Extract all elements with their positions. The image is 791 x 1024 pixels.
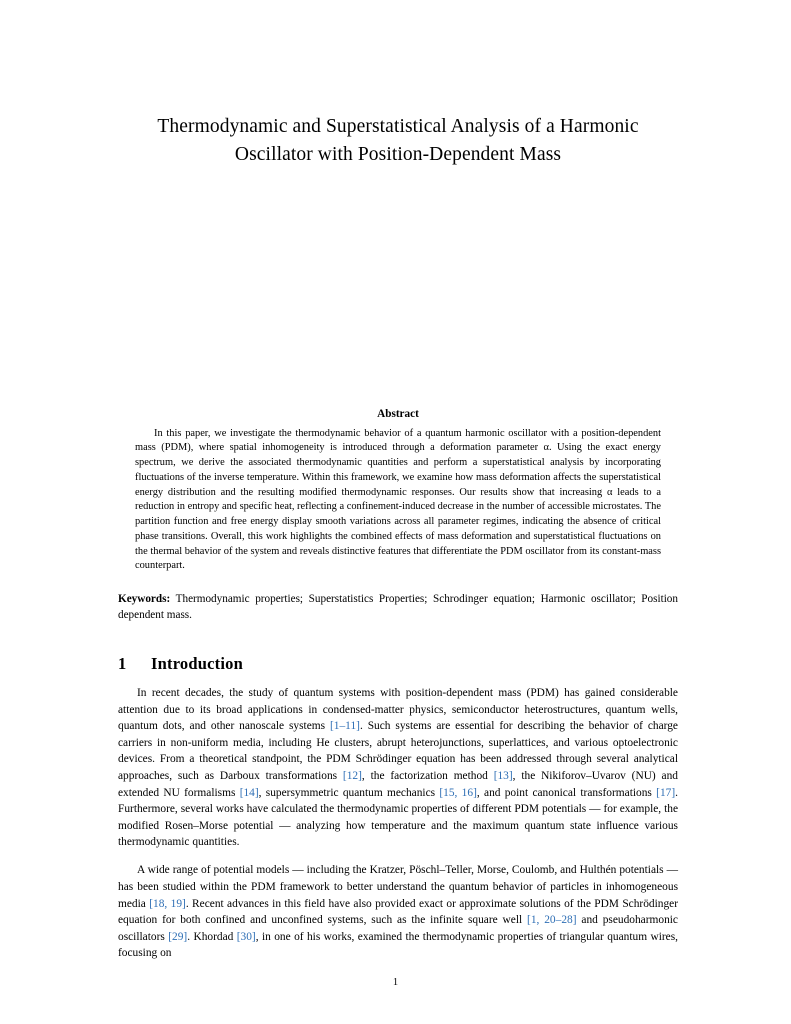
paragraph-text: , the factorization method bbox=[361, 769, 494, 782]
paragraph-text: . Furthermore, several works have calculated the thermodynamic properties of different PDM potentials — for example, the modified Rosen–Morse potential — analyzing how temperature and the maximum quantum state influence various thermodynamic quantities. bbox=[118, 786, 678, 849]
paragraph-text: A wide range of potential models — including the Kratzer, Pöschl–Teller, Morse, Coulomb, and Hulthén potentials — has been studied within the PDM framework to better understand the quantum behavior of particles in inhomogeneous media bbox=[118, 864, 678, 910]
keywords bbox=[118, 592, 678, 624]
paragraph bbox=[118, 862, 678, 962]
page-content bbox=[118, 0, 678, 973]
citation-link[interactable]: [1–11] bbox=[329, 720, 360, 733]
paragraph-text: and pseudoharmonic oscillators bbox=[118, 914, 678, 943]
section-title: Introduction bbox=[151, 654, 243, 673]
citation-link[interactable]: [15, 16] bbox=[439, 786, 477, 799]
page-title bbox=[118, 113, 678, 170]
page-number: 1 bbox=[392, 977, 399, 988]
section-number: 1 bbox=[118, 654, 127, 673]
citation-link[interactable]: [29] bbox=[168, 930, 188, 943]
introduction-body bbox=[118, 685, 678, 962]
paragraph-text: , the Nikiforov–Uvarov (NU) and extended NU formalisms bbox=[118, 769, 678, 799]
keywords-text: Thermodynamic properties; Superstatistics Properties; Schrodinger equation; Harmonic oscillator; Position dependent mass. bbox=[118, 593, 678, 622]
citation-link[interactable]: [30] bbox=[236, 930, 256, 943]
citation-link[interactable]: [12] bbox=[342, 769, 362, 782]
keywords-label: Keywords: bbox=[118, 593, 171, 606]
title-line-2: Oscillator with Position-Dependent Mass bbox=[234, 144, 562, 166]
paragraph-text: In recent decades, the study of quantum systems with position-dependent mass (PDM) has gained considerable attention due to its broad applications in condensed-matter physics, semiconductor heterostructures, quantum wells, quantum dots, and other nanoscale systems bbox=[118, 687, 678, 733]
abstract-heading: Abstract bbox=[377, 407, 419, 420]
abstract-text: In this paper, we investigate the thermodynamic behavior of a quantum harmonic oscillator with a position-dependent mass (PDM), where spatial inhomogeneity is introduced through a deformation parameter α. Using the exact energy spectrum, we derive the associated thermodynamic quantities and perform a superstatistical analysis by incorporating fluctuations of the inverse temperature. Within this framework, we examine how mass deformation affects the superstatistical energy distribution and the resulting modified thermodynamic responses. Our results show that increasing α leads to a reduction in entropy and specific heat, reflecting a confinement-induced decrease in the number of accessible microstates. The partition function and free energy display smooth variations across all parameter regimes, indicating the absence of critical phase transitions. Overall, this work highlights the combined effects of mass deformation and superstatistical fluctuations on the thermal behavior of the system and reveals distinctive features that differentiate the PDM oscillator from its constant-mass counterpart. bbox=[135, 427, 661, 572]
citation-link[interactable]: [13] bbox=[493, 769, 513, 782]
paragraph-text: , supersymmetric quantum mechanics bbox=[258, 786, 440, 799]
citation-link[interactable]: [18, 19] bbox=[149, 897, 186, 910]
paragraph-text: . Recent advances in this field have also provided exact or approximate solutions of the PDM Schrödinger equation for both confined and unconfined systems, such as the infinite square well bbox=[118, 897, 678, 927]
paragraph bbox=[118, 685, 678, 851]
paragraph-text: , in one of his works, examined the thermodynamic properties of triangular quantum wires, focusing on bbox=[118, 930, 678, 960]
paragraph-text: , and point canonical transformations bbox=[476, 786, 657, 799]
citation-link[interactable]: [17] bbox=[656, 786, 676, 799]
citation-link[interactable]: [1, 20–28] bbox=[527, 914, 577, 927]
paragraph-text: . Khordad bbox=[187, 930, 237, 943]
section-heading-introduction bbox=[118, 654, 678, 674]
citation-link[interactable]: [14] bbox=[239, 786, 259, 799]
title-line-1: Thermodynamic and Superstatistical Analysis of a Harmonic bbox=[157, 116, 639, 137]
paragraph-text: . Such systems are essential for describing the behavior of charge carriers in non-uniform media, including He clusters, abrupt heterojunctions, superlattices, and various optoelectronic devices. From a theoretical standpoint, the PDM Schrödinger equation has been addressed through several analytical approaches, such as Darboux transformations bbox=[118, 720, 678, 782]
